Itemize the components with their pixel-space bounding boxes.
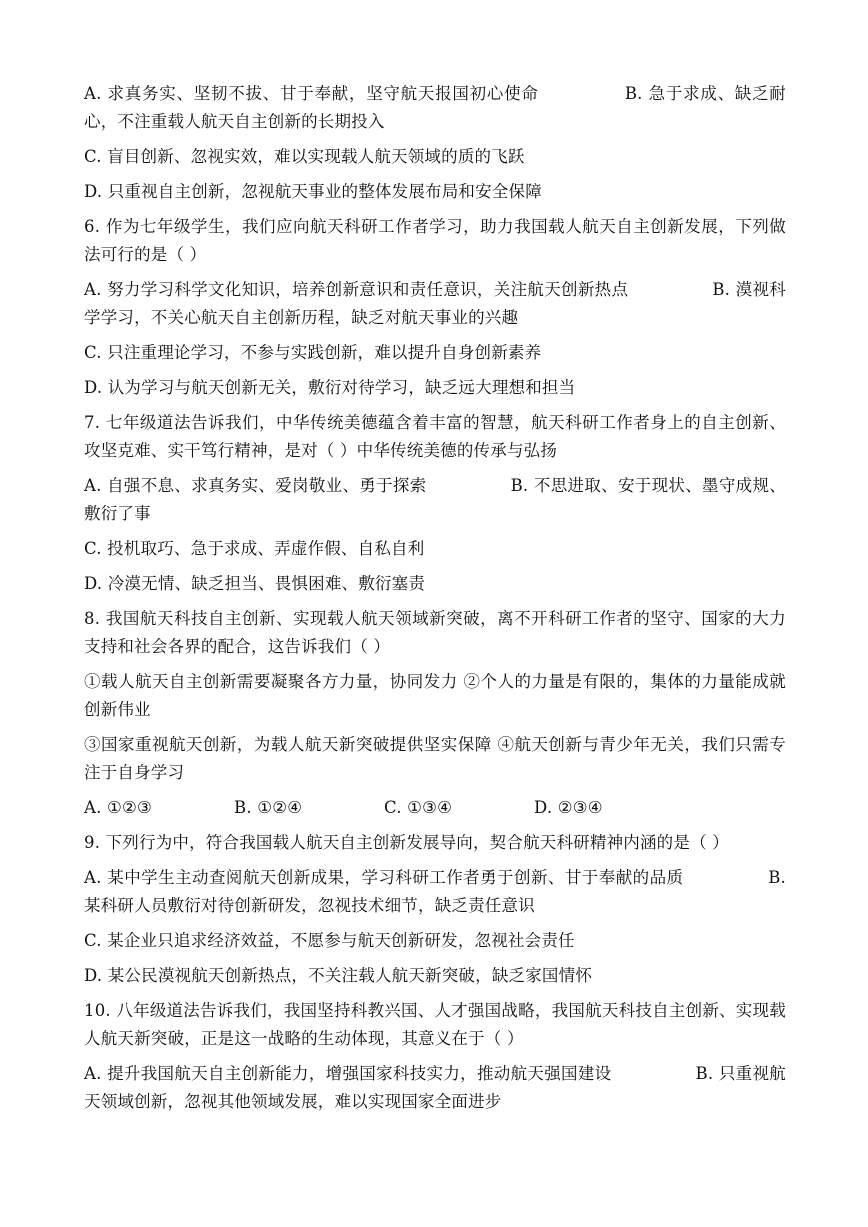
q9-stem: 9. 下列行为中，符合我国载人航天自主创新发展导向，契合航天科研精神内涵的是（ ） bbox=[84, 833, 729, 852]
q9-option-a-b: A. 某中学生主动查阅航天创新成果，学习科研工作者勇于创新、甘于奉献的品质 B. 某科研人员敷衍对待创新研发，忽视技术细节，缺乏责任意识 bbox=[84, 868, 786, 915]
q8-options-row bbox=[84, 794, 786, 822]
q6-option-d: D. 认为学习与航天创新无关，敷衍对待学习，缺乏远大理想和担当 bbox=[84, 378, 576, 397]
q5-option-d: D. 只重视自主创新，忽视航天事业的整体发展布局和安全保障 bbox=[84, 182, 542, 201]
q7-option-a-b: A. 自强不息、求真务实、爱岗敬业、勇于探索 B. 不思进取、安于现状、墨守成规、敷衍了事 bbox=[84, 476, 786, 523]
q5-option-a-b: A. 求真务实、坚韧不拔、甘于奉献，坚守航天报国初心使命 B. 急于求成、缺乏耐心，不注重载人航天自主创新的长期投入 bbox=[84, 84, 786, 131]
q7-option-c: C. 投机取巧、急于求成、弄虚作假、自私自利 bbox=[84, 539, 425, 558]
q8-option-b: B. ①②④ bbox=[234, 798, 303, 817]
q8-statements-1-2: ①载人航天自主创新需要凝聚各方力量，协同发力 ②个人的力量是有限的，集体的力量能成就创新伟业 bbox=[84, 672, 786, 719]
q9-option-d: D. 某公民漠视航天创新热点，不关注载人航天新突破，缺乏家国情怀 bbox=[84, 966, 593, 985]
q10-option-a-b: A. 提升我国航天自主创新能力，增强国家科技实力，推动航天强国建设 B. 只重视航天领域创新，忽视其他领域发展，难以实现国家全面进步 bbox=[84, 1064, 786, 1111]
q8-statements-3-4: ③国家重视航天创新，为载人航天新突破提供坚实保障 ④航天创新与青少年无关，我们只需专注于自身学习 bbox=[84, 735, 786, 782]
q6-stem: 6. 作为七年级学生，我们应向航天科研工作者学习，助力我国载人航天自主创新发展，下列做法可行的是（ ） bbox=[84, 217, 786, 264]
q9-option-c: C. 某企业只追求经济效益，不愿参与航天创新研发，忽视社会责任 bbox=[84, 931, 575, 950]
q8-stem: 8. 我国航天科技自主创新、实现载人航天领域新突破，离不开科研工作者的坚守、国家的大力支持和社会各界的配合，这告诉我们（ ） bbox=[84, 609, 786, 656]
q7-stem: 7. 七年级道法告诉我们，中华传统美德蕴含着丰富的智慧，航天科研工作者身上的自主创新、攻坚克难、实干笃行精神，是对（ ）中华传统美德的传承与弘扬 bbox=[84, 413, 786, 460]
q6-option-a-b: A. 努力学习科学文化知识，培养创新意识和责任意识，关注航天创新热点 B. 漠视科学学习，不关心航天自主创新历程，缺乏对航天事业的兴趣 bbox=[84, 280, 786, 327]
q10-stem: 10. 八年级道法告诉我们，我国坚持科教兴国、人才强国战略，我国航天科技自主创新、实现载人航天新突破，正是这一战略的生动体现，其意义在于（ ） bbox=[84, 1001, 786, 1048]
q5-option-c: C. 盲目创新、忽视实效，难以实现载人航天领域的质的飞跃 bbox=[84, 147, 525, 166]
q8-option-a: A. ①②③ bbox=[84, 798, 152, 817]
document-page bbox=[84, 80, 786, 1123]
q7-option-d: D. 冷漠无情、缺乏担当、畏惧困难、敷衍塞责 bbox=[84, 574, 426, 593]
q8-option-d: D. ②③④ bbox=[534, 798, 603, 817]
q8-option-c: C. ①③④ bbox=[384, 798, 453, 817]
q6-option-c: C. 只注重理论学习，不参与实践创新，难以提升自身创新素养 bbox=[84, 343, 542, 362]
